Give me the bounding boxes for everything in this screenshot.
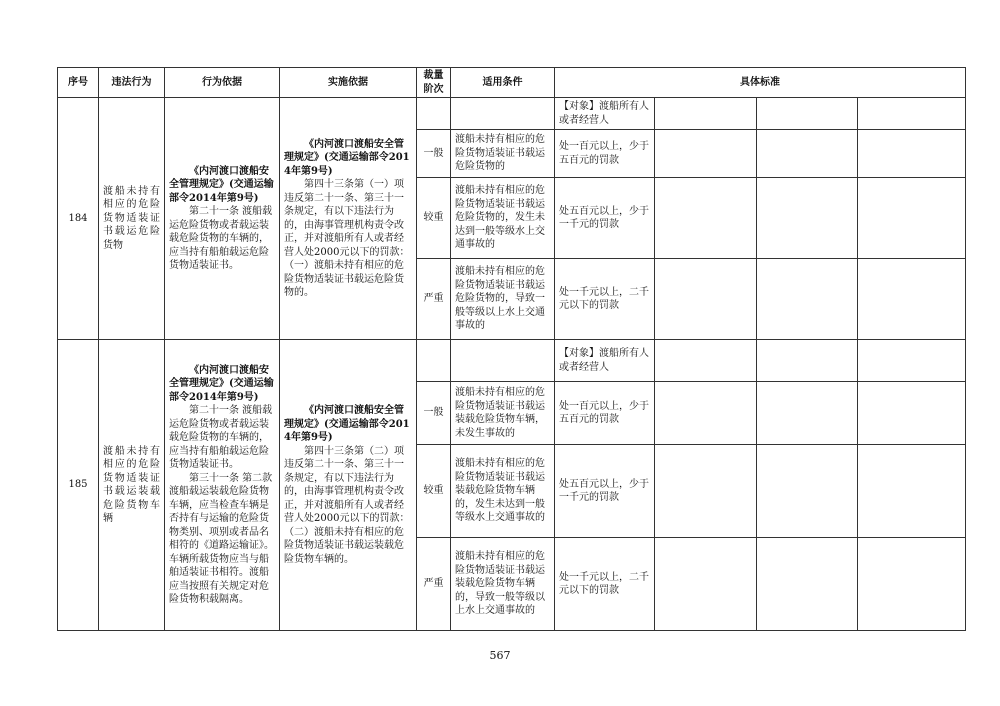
blank-cell: [757, 340, 858, 382]
header-row: [58, 68, 966, 98]
blank-cell: [655, 178, 757, 259]
condition-cell: 渡船未持有相应的危险货物适装证书载运危险货物的: [451, 130, 555, 178]
standard-cell: 处一百元以上，少于五百元的罚款: [555, 382, 655, 445]
header-violation: 违法行为: [99, 68, 165, 98]
row-violation: 渡船未持有相应的危险货物适装证书载运危险货物: [99, 98, 165, 340]
blank-cell: [655, 538, 757, 631]
blank-cell: [858, 340, 966, 382]
conduct-law-title: 《内河渡口渡船安全管理规定》(交通运输部令2014年第9号): [169, 364, 274, 403]
impl-law-title: 《内河渡口渡船安全管理规定》(交通运输部令2014年第9号): [284, 138, 410, 177]
standard-cell: 处一千元以上，二千元以下的罚款: [555, 259, 655, 340]
header-impl-basis: 实施依据: [280, 68, 417, 98]
standard-cell: 处五百元以上，少于一千元的罚款: [555, 445, 655, 538]
level-cell: [417, 98, 451, 130]
blank-cell: [858, 259, 966, 340]
conduct-law-title: 《内河渡口渡船安全管理规定》(交通运输部令2014年第9号): [169, 165, 274, 204]
condition-cell: 渡船未持有相应的危险货物适装证书载运装载危险货物车辆的，导致一般等级以上水上交通事故的: [451, 538, 555, 631]
impl-law-text: 第四十三条第（一）项违反第二十一条、第三十一条规定，有以下违法行为的，由海事管理机构责令改正，并对渡船所有人或者经营人处2000元以下的罚款：（一）渡船未持有相应的危险货物适装证书载运危险货物的。: [284, 179, 410, 298]
header-standard: 具体标准: [555, 68, 966, 98]
row-conduct-basis: [165, 340, 280, 631]
penalty-standards-table: [57, 67, 966, 631]
standard-cell: 处一百元以上，少于五百元的罚款: [555, 130, 655, 178]
blank-cell: [757, 98, 858, 130]
blank-cell: [757, 382, 858, 445]
condition-cell: 渡船未持有相应的危险货物适装证书载运危险货物的，导致一般等级以上水上交通事故的: [451, 259, 555, 340]
conduct-law-text-2: 第三十一条 第二款渡船载运装载危险货物车辆，应当检查车辆是否持有与运输的危险货物类别、项别或者品名相符的《道路运输证》。车辆所载货物应当与船舶适装证书相符。渡船应当按照有关规定对危险货物积载隔离。: [169, 472, 274, 605]
header-conduct-basis: 行为依据: [165, 68, 280, 98]
header-discretion: 裁量阶次: [417, 68, 451, 98]
object-cell: 【对象】渡船所有人或者经营人: [555, 98, 655, 130]
level-cell: 一般: [417, 130, 451, 178]
condition-cell: 渡船未持有相应的危险货物适装证书载运危险货物的，发生未达到一般等级水上交通事故的: [451, 178, 555, 259]
row-seq: 185: [58, 340, 99, 631]
conduct-law-text: 第二十一条 渡船载运危险货物或者载运装载危险货物的车辆的，应当持有船舶载运危险货物适装证书。: [169, 206, 273, 271]
blank-cell: [757, 445, 858, 538]
row-conduct-basis: [165, 98, 280, 340]
blank-cell: [757, 178, 858, 259]
blank-cell: [858, 98, 966, 130]
level-cell: 较重: [417, 445, 451, 538]
blank-cell: [655, 130, 757, 178]
blank-cell: [757, 538, 858, 631]
level-cell: 严重: [417, 538, 451, 631]
row-impl-basis: [280, 340, 417, 631]
level-cell: [417, 340, 451, 382]
table-row: [58, 340, 966, 382]
blank-cell: [655, 98, 757, 130]
level-cell: 较重: [417, 178, 451, 259]
level-cell: 严重: [417, 259, 451, 340]
header-condition: 适用条件: [451, 68, 555, 98]
standard-cell: 处一千元以上，二千元以下的罚款: [555, 538, 655, 631]
blank-cell: [858, 130, 966, 178]
condition-cell: 渡船未持有相应的危险货物适装证书载运装载危险货物车辆，未发生事故的: [451, 382, 555, 445]
blank-cell: [757, 130, 858, 178]
blank-cell: [858, 445, 966, 538]
condition-cell: [451, 98, 555, 130]
page-number: 567: [489, 649, 511, 662]
blank-cell: [655, 382, 757, 445]
blank-cell: [757, 259, 858, 340]
condition-cell: 渡船未持有相应的危险货物适装证书载运装载危险货物车辆的，发生未达到一般等级水上交通事故的: [451, 445, 555, 538]
row-impl-basis: [280, 98, 417, 340]
impl-law-text: 第四十三条第（二）项违反第二十一条、第三十一条规定，有以下违法行为的，由海事管理机构责令改正，并对渡船所有人或者经营人处2000元以下的罚款：（二）渡船未持有相应的危险货物适装证书载运装载危险货物车辆的。: [284, 445, 410, 565]
blank-cell: [858, 178, 966, 259]
impl-law-title: 《内河渡口渡船安全管理规定》(交通运输部令2014年第9号): [284, 405, 410, 443]
conduct-law-text: 第二十一条 渡船载运危险货物或者载运装载危险货物的车辆的，应当持有船舶载运危险货物适装证书。: [169, 405, 273, 470]
row-violation: 渡船未持有相应的危险货物适装证书载运装载危险货物车辆: [99, 340, 165, 631]
standard-cell: 处五百元以上，少于一千元的罚款: [555, 178, 655, 259]
level-cell: 一般: [417, 382, 451, 445]
blank-cell: [655, 259, 757, 340]
blank-cell: [858, 382, 966, 445]
header-seq: 序号: [58, 68, 99, 98]
blank-cell: [655, 340, 757, 382]
row-seq: 184: [58, 98, 99, 340]
table-row: [58, 98, 966, 130]
condition-cell: [451, 340, 555, 382]
blank-cell: [858, 538, 966, 631]
blank-cell: [655, 445, 757, 538]
object-cell: 【对象】渡船所有人或者经营人: [555, 340, 655, 382]
